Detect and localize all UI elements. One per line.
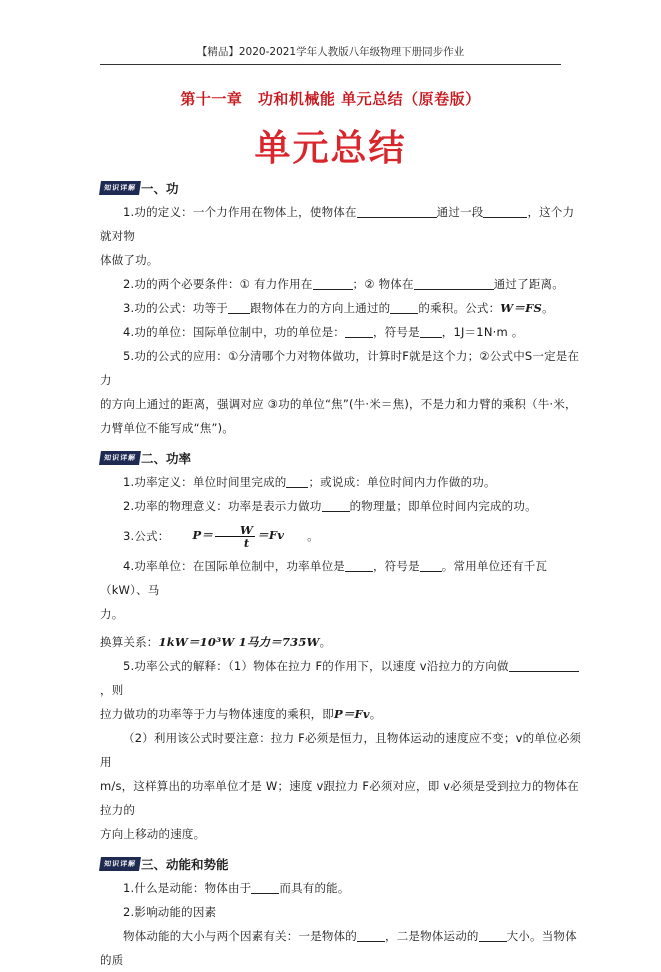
fill-blank[interactable]: [357, 928, 385, 942]
paragraph: 2.功率的物理意义：功率是表示力做功 的物理量；即单位时间内完成的功。: [123, 499, 537, 513]
fill-blank[interactable]: [357, 204, 437, 218]
paragraph: 5.功的公式的应用：①分清哪个力对物体做功，计算时F就是这个力；②公式中S一定是在力: [100, 349, 580, 387]
paragraph: 4.功的单位：国际单位制中，功的单位是： ，符号是 ，1J＝1N·m 。: [123, 325, 524, 339]
fill-blank[interactable]: [420, 324, 442, 338]
formula: P＝Fv: [334, 707, 370, 721]
paragraph: 2.功的两个必要条件：① 有力作用在 ；② 物体在 通过了距离。: [123, 277, 564, 291]
paragraph: 力臂单位不能写成“焦”)。: [100, 421, 235, 435]
section-title: 二、功率: [141, 451, 192, 466]
page-title: 单元总结: [254, 128, 407, 169]
fill-blank[interactable]: [479, 928, 507, 942]
page-header: 【精品】2020-2021学年人教版八年级物理下册同步作业: [100, 44, 561, 65]
section-title: 三、动能和势能: [141, 857, 229, 872]
fill-blank[interactable]: [420, 558, 442, 572]
paragraph: 1.什么是动能：物体由于 而具有的能。: [123, 881, 350, 895]
document-body: [100, 170, 584, 972]
fill-blank[interactable]: [313, 276, 353, 290]
paragraph: 2.影响动能的因素: [123, 905, 217, 919]
paragraph: 5.功率公式的解释：（1）物体在拉力 F的作用下，以速度 v沿拉力的方向做，则: [100, 654, 584, 702]
paragraph: 1.功率定义：单位时间里完成的 ；或说成：单位时间内力作做的功。: [123, 475, 496, 489]
fill-blank[interactable]: [345, 558, 373, 572]
paragraph: 物体动能的大小与两个因素有关：一是物体的 ，二是物体运动的 大小。当物体的质: [100, 929, 577, 967]
fill-blank[interactable]: [251, 880, 279, 894]
section-heading-work: [100, 176, 584, 200]
fill-blank[interactable]: [414, 276, 494, 290]
fill-blank[interactable]: [228, 300, 250, 314]
fill-blank[interactable]: [483, 204, 527, 218]
conversion-formula: 1kW＝10³W 1马力＝735W: [158, 635, 320, 649]
paragraph: 3.公式： P＝ $\frac{W}{t}$ ＝Fv 。: [123, 522, 319, 550]
knowledge-badge: 知识详解: [99, 857, 141, 871]
chapter-title: 第十一章 功和机械能 单元总结（原卷版）: [180, 90, 481, 108]
fill-blank[interactable]: [390, 300, 418, 314]
fill-blank[interactable]: [345, 324, 373, 338]
paragraph: 力。: [100, 607, 124, 621]
formula: W＝FS: [500, 301, 542, 315]
paragraph: 体做了功。: [100, 253, 159, 267]
paragraph: m/s，这样算出的功率单位才是 W；速度 v跟拉力 F必须对应，即 v必须是受到拉力的物体在拉力的: [100, 779, 579, 817]
section-heading-power: [100, 446, 584, 470]
knowledge-badge: 知识详解: [99, 181, 141, 195]
power-formula: P＝ $\frac{W}{t}$ ＝Fv: [192, 522, 285, 550]
fill-blank[interactable]: [322, 498, 350, 512]
paragraph: 3.功的公式：功等于 跟物体在力的方向上通过的 的乘积。公式：W＝FS。: [123, 301, 554, 315]
fill-blank[interactable]: [286, 474, 308, 488]
paragraph: 4.功率单位：在国际单位制中，功率单位是 ，符号是 。常用单位还有千瓦（kW）、马: [100, 559, 548, 597]
paragraph: 方向上移动的速度。: [100, 827, 206, 841]
section-title: 一、功: [141, 181, 179, 196]
paragraph: 换算关系：1kW＝10³W 1马力＝735W。: [100, 635, 332, 649]
paragraph: 1.功的定义：一个力作用在物体上，使物体在 通过一段 ，这个力就对物: [100, 205, 575, 243]
knowledge-badge: 知识详解: [99, 451, 141, 465]
paragraph: （2）利用该公式时要注意：拉力 F必须是恒力，且物体运动的速度应不变；v的单位必须用: [100, 731, 582, 769]
paragraph: 拉力做功的功率等于力与物体速度的乘积，即P＝Fv。: [100, 707, 382, 721]
paragraph: 的方向上通过的距离，强调对应 ③功的单位“焦”(牛·米＝焦)，不是力和力臂的乘积（牛·米，: [100, 397, 577, 411]
fill-blank[interactable]: [509, 658, 579, 672]
section-heading-energy: [100, 852, 584, 876]
